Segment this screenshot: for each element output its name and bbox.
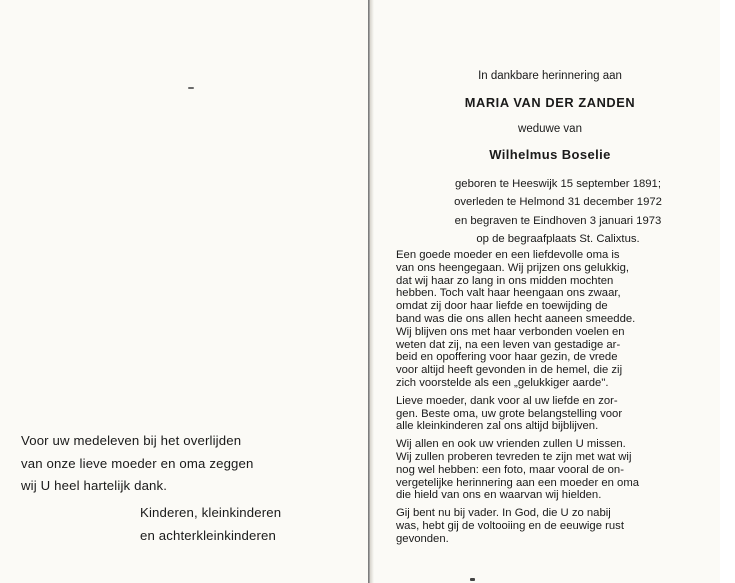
memorial-paragraph xyxy=(396,507,706,545)
memorial-header xyxy=(405,66,695,163)
text-line: gevonden. xyxy=(396,532,449,545)
memorial-paragraph xyxy=(396,249,706,390)
text-line: omdat zij door haar liefde en toewijding de xyxy=(396,300,608,313)
text-line: Lieve moeder, dank voor al uw liefde en zor- xyxy=(396,394,618,407)
text-line: Wij allen en ook uw vrienden zullen U missen. xyxy=(396,438,626,451)
husband-name: Wilhelmus Boselie xyxy=(489,147,611,162)
text-line: voor altijd heeft gevonden in de hemel, die zij xyxy=(396,364,623,377)
widow-of-text: weduwe van xyxy=(518,123,582,135)
thank-you-line: wij U heel hartelijk dank. xyxy=(21,478,168,493)
signature-line: en achterkleinkinderen xyxy=(140,527,276,543)
text-line: Wij blijven ons met haar verbonden voelen en xyxy=(396,325,625,338)
card-edge xyxy=(720,0,735,583)
memorial-text xyxy=(396,249,706,551)
text-line: weten dat zij, na een leven van gestadige ar- xyxy=(396,338,621,351)
text-line: van ons heengegaan. Wij prijzen ons gelukkig, xyxy=(396,261,629,274)
text-line: Gij bent nu bij vader. In God, die U zo nabij xyxy=(396,507,611,520)
text-line: zich voorstelde als een „gelukkiger aarde". xyxy=(396,376,609,389)
detail-line: op de begraafplaats St. Calixtus. xyxy=(476,232,640,245)
print-speck xyxy=(470,578,475,581)
text-line: beid en opoffering voor haar gezin, de vrede xyxy=(396,351,618,364)
life-details xyxy=(418,175,698,248)
family-signature xyxy=(140,502,281,547)
thank-you-line: Voor uw medeleven bij het overlijden xyxy=(21,433,242,448)
text-line: vergetelijke herinnering aan een moeder en oma xyxy=(396,476,640,489)
detail-line: en begraven te Eindhoven 3 januari 1973 xyxy=(454,214,662,227)
card-fold-shadow xyxy=(370,0,374,583)
text-line: hebben. Toch valt haar heengaan ons zwaar, xyxy=(396,287,621,300)
text-line: die hield van ons en waarvan wij hielden. xyxy=(396,489,602,502)
memorial-paragraph xyxy=(396,395,706,433)
deceased-name: MARIA VAN DER ZANDEN xyxy=(464,95,636,110)
intro-text: In dankbare herinnering aan xyxy=(478,70,622,82)
memorial-paragraph xyxy=(396,438,706,502)
text-line: band was die ons allen hecht aaneen smeedde. xyxy=(396,312,636,325)
text-line: Een goede moeder en een liefdevolle oma is xyxy=(396,249,620,261)
text-line: nog wel hebben: een foto, maar vooral de on- xyxy=(396,463,624,476)
text-line: alle kleinkinderen zal ons altijd bijblijven. xyxy=(396,420,599,433)
signature-line: Kinderen, kleinkinderen xyxy=(140,505,282,520)
thank-you-text xyxy=(21,430,341,498)
thank-you-line: van onze lieve moeder en oma zeggen xyxy=(21,455,254,471)
text-line: Wij zullen proberen tevreden te zijn met wat wij xyxy=(396,450,632,463)
print-speck xyxy=(188,87,194,89)
detail-line: overleden te Helmond 31 december 1972 xyxy=(454,196,662,209)
text-line: gen. Beste oma, uw grote belangstelling voor xyxy=(396,407,623,420)
text-line: dat wij haar zo lang in ons midden mochten xyxy=(396,274,614,287)
text-line: was, hebt gij de voltooiing en de eeuwige rust xyxy=(396,519,624,532)
detail-line: geboren te Heeswijk 15 september 1891; xyxy=(455,178,661,190)
